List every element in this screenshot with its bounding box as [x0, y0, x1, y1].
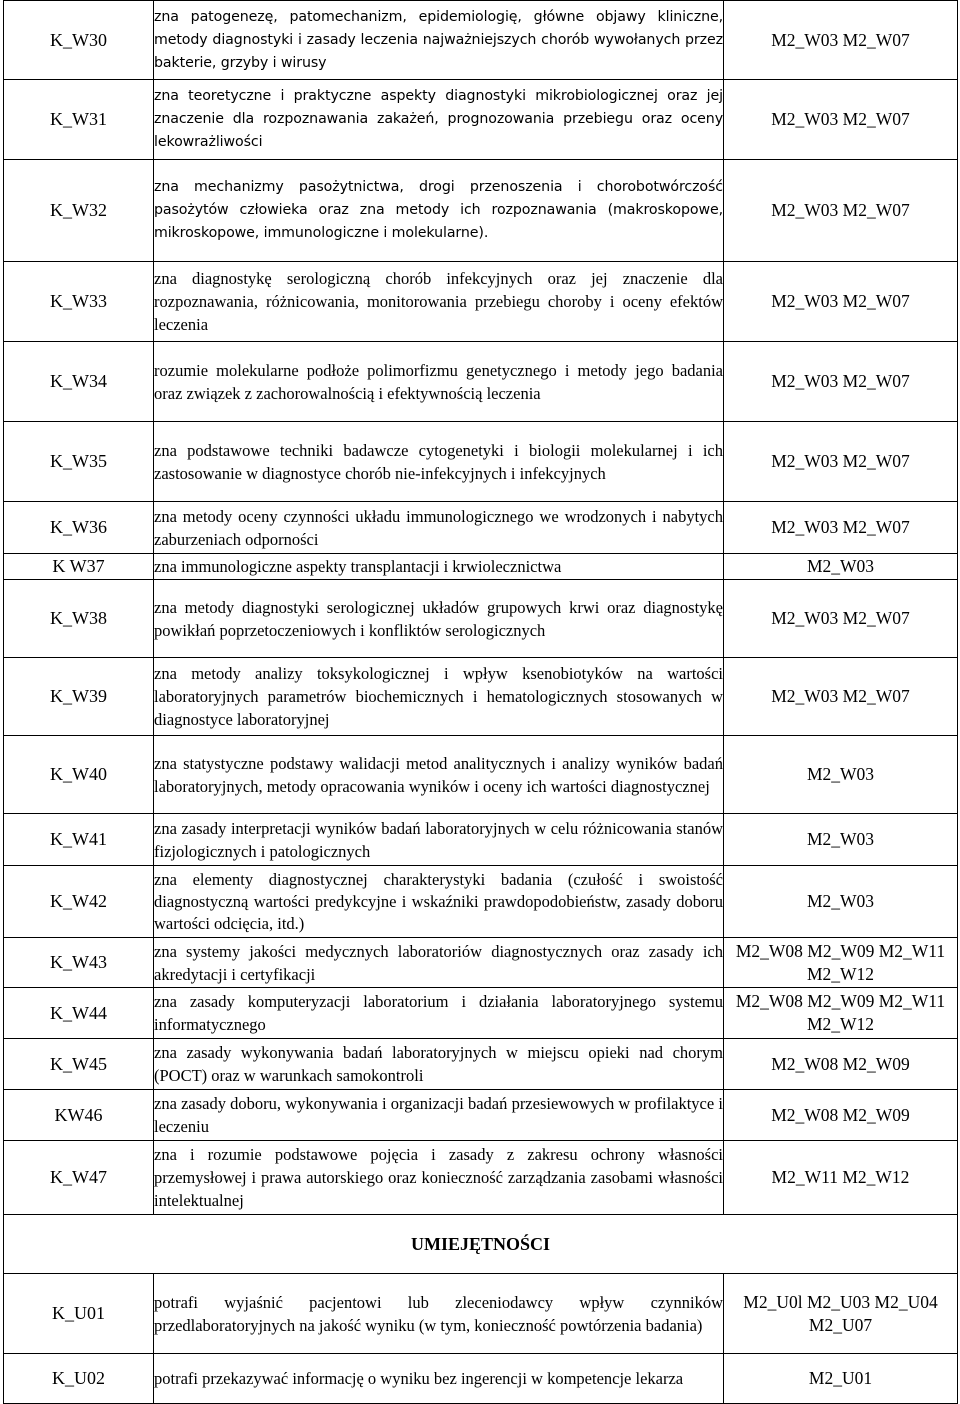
outcome-description: zna i rozumie podstawowe pojęcia i zasady z zakresu ochrony własności przemysłowej i prawa autorskiego oraz konieczność zarządzania zasobami własności intelektualnej: [154, 1141, 724, 1215]
table-row: [4, 342, 958, 422]
outcome-description: potrafi wyjaśnić pacjentowi lub zleceniodawcy wpływ czynników przedlaboratoryjnych na jakość wyniku (w tym, konieczność powtórzenia badania): [154, 1274, 724, 1354]
outcome-references: M2_W11 M2_W12: [724, 1141, 958, 1215]
section-title: UMIEJĘTNOŚCI: [4, 1215, 958, 1274]
outcome-code: K_U01: [4, 1274, 154, 1354]
outcome-references: M2_W08 M2_W09: [724, 1039, 958, 1090]
section-header-row: [4, 1215, 958, 1274]
outcome-description: zna metody analizy toksykologicznej i wpływ ksenobiotyków na wartości laboratoryjnych parametrów biochemicznych i hematologicznych stosowanych w diagnostyce laboratoryjnej: [154, 658, 724, 736]
outcome-description: zna metody oceny czynności układu immunologicznego we wrodzonych i nabytych zaburzeniach odporności: [154, 502, 724, 554]
table-row: [4, 814, 958, 866]
outcome-references: M2_U01: [724, 1354, 958, 1404]
outcome-description: zna systemy jakości medycznych laboratoriów diagnostycznych oraz zasady ich akredytacji i certyfikacji: [154, 938, 724, 988]
outcome-references: M2_W03: [724, 814, 958, 866]
outcome-description: zna diagnostykę serologiczną chorób infekcyjnych oraz jej znaczenie dla rozpoznawania, różnicowania, monitorowania przebiegu choroby i oceny efektów leczenia: [154, 262, 724, 342]
table-row: [4, 160, 958, 262]
table-row: [4, 554, 958, 580]
table-row: [4, 502, 958, 554]
outcome-code: K_W45: [4, 1039, 154, 1090]
outcome-references: M2_W08 M2_W09: [724, 1090, 958, 1141]
outcome-code: K_W34: [4, 342, 154, 422]
outcome-description: zna zasady wykonywania badań laboratoryjnych w miejscu opieki nad chorym (POCT) oraz w warunkach samokontroli: [154, 1039, 724, 1090]
outcome-references: M2_W03 M2_W07: [724, 658, 958, 736]
outcome-references: M2_W03 M2_W07: [724, 80, 958, 160]
outcome-description: zna teoretyczne i praktyczne aspekty diagnostyki mikrobiologicznej oraz jej znaczenie dla rozpoznawania zakażeń, prognozowania przebiegu oraz oceny lekowrażliwości: [154, 80, 724, 160]
outcome-code: K_W33: [4, 262, 154, 342]
outcome-references: M2_W08 M2_W09 M2_W11 M2_W12: [724, 938, 958, 988]
outcome-description: zna immunologiczne aspekty transplantacji i krwiolecznictwa: [154, 554, 724, 580]
outcome-references: M2_W08 M2_W09 M2_W11 M2_W12: [724, 988, 958, 1039]
outcome-code: K_W39: [4, 658, 154, 736]
table-row: [4, 866, 958, 938]
outcome-code: K_W32: [4, 160, 154, 262]
table-row: [4, 736, 958, 814]
outcome-code: K_W44: [4, 988, 154, 1039]
table-row: [4, 988, 958, 1039]
outcome-code: K_W35: [4, 422, 154, 502]
outcome-description: zna zasady komputeryzacji laboratorium i działania laboratoryjnego systemu informatycznego: [154, 988, 724, 1039]
outcome-code: K_W43: [4, 938, 154, 988]
outcome-description: zna statystyczne podstawy walidacji metod analitycznych i analizy wyników badań laboratoryjnych, metody opracowania wyników i oceny ich wartości diagnostycznej: [154, 736, 724, 814]
table-row: [4, 1090, 958, 1141]
outcome-code: K_W31: [4, 80, 154, 160]
outcome-code: K W37: [4, 554, 154, 580]
table-row: [4, 1354, 958, 1404]
outcome-description: zna elementy diagnostycznej charakterystyki badania (czułość i swoistość diagnostyczną wartości predykcyjne i wskaźniki prawdopodobieństw, zasady doboru wartości odcięcia, itd.): [154, 866, 724, 938]
outcome-description: zna metody diagnostyki serologicznej układów grupowych krwi oraz diagnostykę powikłań poprzetoczeniowych i konfliktów serologicznych: [154, 580, 724, 658]
outcome-references: M2_W03 M2_W07: [724, 342, 958, 422]
table-row: [4, 658, 958, 736]
table-row: [4, 580, 958, 658]
table-row: [4, 422, 958, 502]
table-row: [4, 262, 958, 342]
table-row: [4, 1, 958, 80]
table-row: [4, 1141, 958, 1215]
outcome-description: zna zasady doboru, wykonywania i organizacji badań przesiewowych w profilaktyce i leczeniu: [154, 1090, 724, 1141]
outcome-description: zna podstawowe techniki badawcze cytogenetyki i biologii molekularnej i ich zastosowanie w diagnostyce chorób nie-infekcyjnych i infekcyjnych: [154, 422, 724, 502]
outcome-references: M2_W03: [724, 554, 958, 580]
outcome-references: M2_W03: [724, 866, 958, 938]
outcome-code: K_W47: [4, 1141, 154, 1215]
learning-outcomes-table: [3, 0, 958, 1404]
outcome-code: K_W38: [4, 580, 154, 658]
outcome-references: M2_U0l M2_U03 M2_U04 M2_U07: [724, 1274, 958, 1354]
outcome-references: M2_W03 M2_W07: [724, 1, 958, 80]
outcome-description: zna mechanizmy pasożytnictwa, drogi przenoszenia i chorobotwórczość pasożytów człowieka oraz zna metody ich rozpoznawania (makroskopowe, mikroskopowe, immunologiczne i molekularne).: [154, 160, 724, 262]
outcome-code: KW46: [4, 1090, 154, 1141]
table-row: [4, 938, 958, 988]
table-row: [4, 80, 958, 160]
outcome-references: M2_W03 M2_W07: [724, 422, 958, 502]
outcome-code: K_W36: [4, 502, 154, 554]
outcome-description: zna zasady interpretacji wyników badań laboratoryjnych w celu różnicowania stanów fizjologicznych i patologicznych: [154, 814, 724, 866]
outcome-code: K_W42: [4, 866, 154, 938]
outcome-references: M2_W03: [724, 736, 958, 814]
outcome-description: zna patogenezę, patomechanizm, epidemiologię, główne objawy kliniczne, metody diagnostyki i zasady leczenia najważniejszych chorób wywołanych przez bakterie, grzyby i wirusy: [154, 1, 724, 80]
outcome-code: K_W40: [4, 736, 154, 814]
outcome-references: M2_W03 M2_W07: [724, 160, 958, 262]
outcome-references: M2_W03 M2_W07: [724, 580, 958, 658]
outcome-description: rozumie molekularne podłoże polimorfizmu genetycznego i metody jego badania oraz związek z zachorowalnością i efektywnością leczenia: [154, 342, 724, 422]
outcome-code: K_U02: [4, 1354, 154, 1404]
outcome-references: M2_W03 M2_W07: [724, 502, 958, 554]
outcome-description: potrafi przekazywać informację o wyniku bez ingerencji w kompetencje lekarza: [154, 1354, 724, 1404]
outcome-code: K_W41: [4, 814, 154, 866]
outcome-references: M2_W03 M2_W07: [724, 262, 958, 342]
outcome-code: K_W30: [4, 1, 154, 80]
table-row: [4, 1274, 958, 1354]
table-row: [4, 1039, 958, 1090]
